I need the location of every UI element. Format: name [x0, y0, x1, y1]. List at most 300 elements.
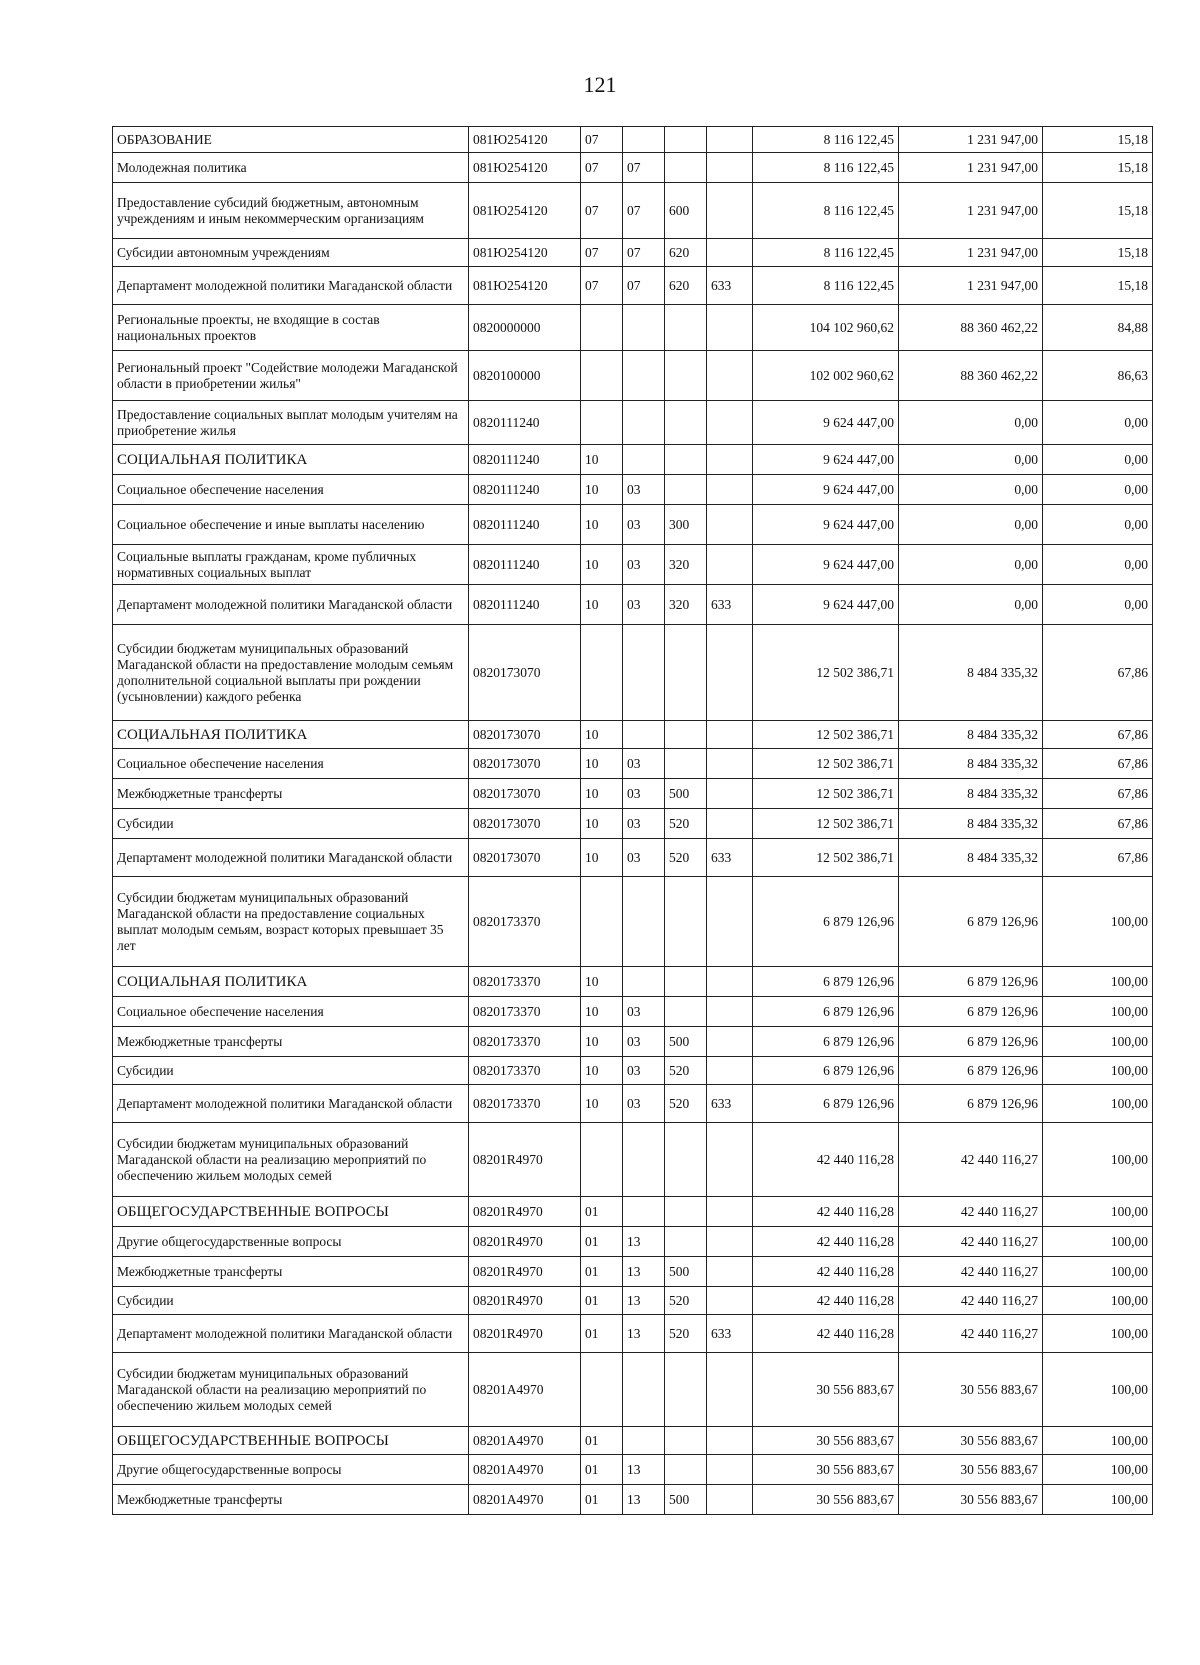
row-fact: 8 484 335,32: [899, 779, 1043, 809]
row-percent: 100,00: [1043, 1257, 1153, 1287]
row-expense-type: [665, 1455, 707, 1485]
page-number: 121: [583, 72, 617, 97]
row-name: Субсидии: [113, 1057, 469, 1085]
row-section: [581, 877, 623, 967]
table-row: [113, 1427, 1153, 1455]
row-administrator: 633: [707, 1315, 753, 1353]
row-percent: 67,86: [1043, 721, 1153, 749]
row-subsection: [623, 351, 665, 401]
row-expense-type: 600: [665, 183, 707, 239]
row-administrator: [707, 1123, 753, 1197]
row-code: 0820173370: [469, 1027, 581, 1057]
row-expense-type: [665, 1123, 707, 1197]
row-section: [581, 305, 623, 351]
row-percent: 15,18: [1043, 183, 1153, 239]
row-fact: 88 360 462,22: [899, 305, 1043, 351]
row-fact: 6 879 126,96: [899, 1057, 1043, 1085]
row-section: 01: [581, 1455, 623, 1485]
row-code: 08201R4970: [469, 1257, 581, 1287]
row-plan: 6 879 126,96: [753, 1027, 899, 1057]
row-administrator: [707, 1027, 753, 1057]
row-percent: 0,00: [1043, 401, 1153, 445]
row-percent: 0,00: [1043, 505, 1153, 545]
table-row: [113, 997, 1153, 1027]
row-name: Предоставление социальных выплат молодым учителям на приобретение жилья: [113, 401, 469, 445]
row-subsection: [623, 127, 665, 153]
row-subsection: 03: [623, 505, 665, 545]
row-code: 0820173070: [469, 779, 581, 809]
row-fact: 42 440 116,27: [899, 1287, 1043, 1315]
row-fact: 6 879 126,96: [899, 997, 1043, 1027]
row-name: Субсидии бюджетам муниципальных образований Магаданской области на реализацию мероприятий по обеспечению жильем молодых семей: [113, 1353, 469, 1427]
row-code: 08201A4970: [469, 1485, 581, 1515]
row-code: 0820173370: [469, 967, 581, 997]
row-plan: 42 440 116,28: [753, 1257, 899, 1287]
row-fact: 8 484 335,32: [899, 721, 1043, 749]
row-code: 081Ю254120: [469, 183, 581, 239]
row-section: 10: [581, 505, 623, 545]
row-code: 08201R4970: [469, 1287, 581, 1315]
row-fact: 42 440 116,27: [899, 1227, 1043, 1257]
row-plan: 102 002 960,62: [753, 351, 899, 401]
row-fact: 8 484 335,32: [899, 749, 1043, 779]
row-name: Субсидии автономным учреждениям: [113, 239, 469, 267]
table-row: [113, 1485, 1153, 1515]
row-percent: 100,00: [1043, 967, 1153, 997]
row-expense-type: 320: [665, 585, 707, 625]
row-administrator: [707, 721, 753, 749]
row-name: Межбюджетные трансферты: [113, 1027, 469, 1057]
row-code: 0820000000: [469, 305, 581, 351]
row-administrator: 633: [707, 267, 753, 305]
table-row: [113, 475, 1153, 505]
row-plan: 30 556 883,67: [753, 1455, 899, 1485]
row-percent: 0,00: [1043, 545, 1153, 585]
table-row: [113, 351, 1153, 401]
row-administrator: [707, 877, 753, 967]
row-subsection: [623, 1427, 665, 1455]
row-expense-type: [665, 1353, 707, 1427]
row-administrator: [707, 1057, 753, 1085]
row-name: Межбюджетные трансферты: [113, 1485, 469, 1515]
row-name: ОБЩЕГОСУДАРСТВЕННЫЕ ВОПРОСЫ: [113, 1427, 469, 1455]
row-name: Региональные проекты, не входящие в состав национальных проектов: [113, 305, 469, 351]
row-subsection: 03: [623, 997, 665, 1027]
row-percent: 0,00: [1043, 445, 1153, 475]
row-percent: 100,00: [1043, 1197, 1153, 1227]
row-fact: 0,00: [899, 545, 1043, 585]
row-name: Субсидии бюджетам муниципальных образований Магаданской области на предоставление социальных выплат молодым семьям, возраст которых превышает 35 лет: [113, 877, 469, 967]
table-row: [113, 809, 1153, 839]
row-percent: 67,86: [1043, 839, 1153, 877]
row-code: 0820173070: [469, 749, 581, 779]
row-section: 10: [581, 1085, 623, 1123]
table-row: [113, 153, 1153, 183]
row-plan: 6 879 126,96: [753, 997, 899, 1027]
row-administrator: [707, 1287, 753, 1315]
row-expense-type: [665, 625, 707, 721]
row-administrator: [707, 475, 753, 505]
row-section: 10: [581, 475, 623, 505]
row-section: 10: [581, 721, 623, 749]
row-plan: 12 502 386,71: [753, 779, 899, 809]
row-plan: 9 624 447,00: [753, 445, 899, 475]
row-subsection: [623, 305, 665, 351]
row-name: Субсидии бюджетам муниципальных образований Магаданской области на реализацию мероприятий по обеспечению жильем молодых семей: [113, 1123, 469, 1197]
row-name: Департамент молодежной политики Магаданской области: [113, 585, 469, 625]
row-administrator: [707, 153, 753, 183]
row-percent: 67,86: [1043, 779, 1153, 809]
row-plan: 6 879 126,96: [753, 967, 899, 997]
row-subsection: 03: [623, 839, 665, 877]
row-section: 01: [581, 1485, 623, 1515]
row-code: 081Ю254120: [469, 267, 581, 305]
row-section: 07: [581, 153, 623, 183]
row-fact: 0,00: [899, 475, 1043, 505]
table-row: [113, 1257, 1153, 1287]
row-percent: 67,86: [1043, 809, 1153, 839]
row-section: 10: [581, 445, 623, 475]
row-fact: 30 556 883,67: [899, 1485, 1043, 1515]
table-row: [113, 877, 1153, 967]
row-expense-type: 500: [665, 1257, 707, 1287]
row-plan: 12 502 386,71: [753, 625, 899, 721]
row-fact: 6 879 126,96: [899, 1085, 1043, 1123]
row-fact: 6 879 126,96: [899, 877, 1043, 967]
table-row: [113, 721, 1153, 749]
row-expense-type: [665, 445, 707, 475]
row-plan: 42 440 116,28: [753, 1123, 899, 1197]
row-name: Межбюджетные трансферты: [113, 779, 469, 809]
row-subsection: 03: [623, 1085, 665, 1123]
row-code: 0820100000: [469, 351, 581, 401]
row-administrator: 633: [707, 585, 753, 625]
row-expense-type: 520: [665, 1315, 707, 1353]
row-percent: 100,00: [1043, 1227, 1153, 1257]
row-code: 0820111240: [469, 475, 581, 505]
row-percent: 100,00: [1043, 1455, 1153, 1485]
row-code: 0820173070: [469, 625, 581, 721]
row-name: Межбюджетные трансферты: [113, 1257, 469, 1287]
row-section: 10: [581, 1057, 623, 1085]
row-fact: 6 879 126,96: [899, 967, 1043, 997]
row-percent: 15,18: [1043, 239, 1153, 267]
row-administrator: [707, 1485, 753, 1515]
row-subsection: 13: [623, 1257, 665, 1287]
row-plan: 9 624 447,00: [753, 505, 899, 545]
row-subsection: [623, 877, 665, 967]
row-subsection: 13: [623, 1485, 665, 1515]
row-plan: 30 556 883,67: [753, 1427, 899, 1455]
row-plan: 9 624 447,00: [753, 475, 899, 505]
row-plan: 6 879 126,96: [753, 877, 899, 967]
row-code: 08201R4970: [469, 1315, 581, 1353]
row-plan: 12 502 386,71: [753, 839, 899, 877]
row-percent: 15,18: [1043, 153, 1153, 183]
row-code: 08201R4970: [469, 1197, 581, 1227]
row-expense-type: 520: [665, 839, 707, 877]
row-plan: 30 556 883,67: [753, 1485, 899, 1515]
row-name: Социальное обеспечение населения: [113, 749, 469, 779]
row-percent: 0,00: [1043, 585, 1153, 625]
row-expense-type: [665, 153, 707, 183]
row-plan: 8 116 122,45: [753, 127, 899, 153]
row-expense-type: [665, 1427, 707, 1455]
row-section: [581, 401, 623, 445]
row-fact: 1 231 947,00: [899, 127, 1043, 153]
row-expense-type: [665, 967, 707, 997]
row-percent: 100,00: [1043, 1353, 1153, 1427]
row-percent: 86,63: [1043, 351, 1153, 401]
row-subsection: 07: [623, 239, 665, 267]
row-name: СОЦИАЛЬНАЯ ПОЛИТИКА: [113, 445, 469, 475]
row-code: 0820173070: [469, 809, 581, 839]
row-code: 0820173370: [469, 997, 581, 1027]
row-expense-type: [665, 1227, 707, 1257]
row-plan: 9 624 447,00: [753, 401, 899, 445]
row-name: Другие общегосударственные вопросы: [113, 1227, 469, 1257]
row-plan: 42 440 116,28: [753, 1287, 899, 1315]
row-section: 07: [581, 127, 623, 153]
row-subsection: 03: [623, 1057, 665, 1085]
row-code: 081Ю254120: [469, 153, 581, 183]
row-administrator: [707, 1197, 753, 1227]
row-subsection: 03: [623, 585, 665, 625]
row-code: 08201A4970: [469, 1353, 581, 1427]
row-expense-type: 620: [665, 239, 707, 267]
table-row: [113, 183, 1153, 239]
row-section: [581, 351, 623, 401]
row-code: 0820173070: [469, 721, 581, 749]
row-administrator: [707, 1455, 753, 1485]
row-subsection: [623, 1353, 665, 1427]
row-administrator: [707, 505, 753, 545]
row-percent: 84,88: [1043, 305, 1153, 351]
row-administrator: [707, 305, 753, 351]
row-plan: 9 624 447,00: [753, 585, 899, 625]
row-name: Социальное обеспечение и иные выплаты населению: [113, 505, 469, 545]
row-fact: 0,00: [899, 445, 1043, 475]
row-name: Молодежная политика: [113, 153, 469, 183]
row-administrator: 633: [707, 839, 753, 877]
row-percent: 67,86: [1043, 625, 1153, 721]
row-name: ОБРАЗОВАНИЕ: [113, 127, 469, 153]
row-administrator: 633: [707, 1085, 753, 1123]
row-fact: 88 360 462,22: [899, 351, 1043, 401]
row-expense-type: 520: [665, 1057, 707, 1085]
row-subsection: 03: [623, 809, 665, 839]
row-code: 0820111240: [469, 545, 581, 585]
row-expense-type: [665, 997, 707, 1027]
row-administrator: [707, 545, 753, 585]
row-plan: 8 116 122,45: [753, 153, 899, 183]
table-row: [113, 585, 1153, 625]
row-expense-type: 500: [665, 779, 707, 809]
row-subsection: 13: [623, 1227, 665, 1257]
row-plan: 6 879 126,96: [753, 1085, 899, 1123]
row-section: 07: [581, 183, 623, 239]
row-section: 10: [581, 1027, 623, 1057]
table-row: [113, 239, 1153, 267]
row-percent: 100,00: [1043, 1123, 1153, 1197]
row-name: Социальное обеспечение населения: [113, 997, 469, 1027]
row-administrator: [707, 967, 753, 997]
row-expense-type: 320: [665, 545, 707, 585]
row-percent: 15,18: [1043, 267, 1153, 305]
row-section: 01: [581, 1257, 623, 1287]
row-section: 10: [581, 545, 623, 585]
row-fact: 8 484 335,32: [899, 839, 1043, 877]
row-fact: 0,00: [899, 505, 1043, 545]
row-expense-type: 520: [665, 1085, 707, 1123]
table-row: [113, 445, 1153, 475]
row-subsection: 07: [623, 183, 665, 239]
table-row: [113, 1027, 1153, 1057]
row-expense-type: 300: [665, 505, 707, 545]
row-plan: 8 116 122,45: [753, 239, 899, 267]
row-administrator: [707, 1427, 753, 1455]
row-subsection: [623, 625, 665, 721]
row-code: 0820173370: [469, 1057, 581, 1085]
row-code: 0820173070: [469, 839, 581, 877]
row-expense-type: [665, 749, 707, 779]
row-expense-type: 620: [665, 267, 707, 305]
row-plan: 8 116 122,45: [753, 267, 899, 305]
row-name: Департамент молодежной политики Магаданской области: [113, 1085, 469, 1123]
row-name: Департамент молодежной политики Магаданской области: [113, 1315, 469, 1353]
row-percent: 15,18: [1043, 127, 1153, 153]
table-row: [113, 1315, 1153, 1353]
row-name: Департамент молодежной политики Магаданской области: [113, 267, 469, 305]
row-section: 01: [581, 1287, 623, 1315]
row-fact: 8 484 335,32: [899, 625, 1043, 721]
row-fact: 30 556 883,67: [899, 1455, 1043, 1485]
row-name: Субсидии: [113, 1287, 469, 1315]
row-expense-type: [665, 721, 707, 749]
row-plan: 42 440 116,28: [753, 1315, 899, 1353]
row-subsection: [623, 1123, 665, 1197]
row-plan: 42 440 116,28: [753, 1227, 899, 1257]
row-fact: 0,00: [899, 401, 1043, 445]
row-administrator: [707, 1227, 753, 1257]
row-plan: 12 502 386,71: [753, 721, 899, 749]
table-row: [113, 127, 1153, 153]
row-percent: 0,00: [1043, 475, 1153, 505]
table-row: [113, 1227, 1153, 1257]
row-code: 0820111240: [469, 445, 581, 475]
row-section: 01: [581, 1227, 623, 1257]
row-expense-type: 500: [665, 1485, 707, 1515]
row-administrator: [707, 401, 753, 445]
row-expense-type: [665, 127, 707, 153]
row-subsection: [623, 401, 665, 445]
row-subsection: 13: [623, 1455, 665, 1485]
row-expense-type: 520: [665, 809, 707, 839]
table-row: [113, 749, 1153, 779]
row-expense-type: [665, 351, 707, 401]
row-percent: 100,00: [1043, 1027, 1153, 1057]
row-expense-type: [665, 305, 707, 351]
row-fact: 0,00: [899, 585, 1043, 625]
row-fact: 1 231 947,00: [899, 183, 1043, 239]
row-percent: 100,00: [1043, 1485, 1153, 1515]
row-section: 10: [581, 839, 623, 877]
row-fact: 1 231 947,00: [899, 153, 1043, 183]
row-section: 10: [581, 779, 623, 809]
row-subsection: [623, 721, 665, 749]
table-row: [113, 1123, 1153, 1197]
row-section: 10: [581, 997, 623, 1027]
row-name: Департамент молодежной политики Магаданской области: [113, 839, 469, 877]
table-body: [113, 127, 1153, 1515]
row-name: СОЦИАЛЬНАЯ ПОЛИТИКА: [113, 721, 469, 749]
table-row: [113, 401, 1153, 445]
row-fact: 42 440 116,27: [899, 1315, 1043, 1353]
row-code: 0820173370: [469, 1085, 581, 1123]
row-expense-type: [665, 401, 707, 445]
row-fact: 42 440 116,27: [899, 1257, 1043, 1287]
row-plan: 12 502 386,71: [753, 809, 899, 839]
row-subsection: 03: [623, 475, 665, 505]
row-plan: 12 502 386,71: [753, 749, 899, 779]
row-code: 081Ю254120: [469, 239, 581, 267]
row-expense-type: 500: [665, 1027, 707, 1057]
row-expense-type: [665, 1197, 707, 1227]
row-percent: 67,86: [1043, 749, 1153, 779]
row-administrator: [707, 239, 753, 267]
budget-table: [112, 126, 1153, 1515]
row-section: 01: [581, 1315, 623, 1353]
row-subsection: 07: [623, 153, 665, 183]
row-code: 08201R4970: [469, 1227, 581, 1257]
row-name: Субсидии бюджетам муниципальных образований Магаданской области на предоставление молодым семьям дополнительной социальной выплаты при рождении (усыновлении) каждого ребенка: [113, 625, 469, 721]
row-administrator: [707, 779, 753, 809]
table-row: [113, 305, 1153, 351]
table-row: [113, 1197, 1153, 1227]
row-subsection: [623, 445, 665, 475]
row-administrator: [707, 1257, 753, 1287]
row-administrator: [707, 127, 753, 153]
row-percent: 100,00: [1043, 1287, 1153, 1315]
table-row: [113, 505, 1153, 545]
row-fact: 1 231 947,00: [899, 239, 1043, 267]
row-fact: 6 879 126,96: [899, 1027, 1043, 1057]
row-name: Субсидии: [113, 809, 469, 839]
row-section: 07: [581, 239, 623, 267]
row-fact: 30 556 883,67: [899, 1353, 1043, 1427]
row-code: 081Ю254120: [469, 127, 581, 153]
row-percent: 100,00: [1043, 877, 1153, 967]
row-plan: 8 116 122,45: [753, 183, 899, 239]
row-administrator: [707, 183, 753, 239]
row-name: Другие общегосударственные вопросы: [113, 1455, 469, 1485]
row-plan: 30 556 883,67: [753, 1353, 899, 1427]
row-subsection: 03: [623, 545, 665, 585]
row-code: 0820111240: [469, 585, 581, 625]
table-row: [113, 1287, 1153, 1315]
row-section: 10: [581, 967, 623, 997]
row-subsection: 03: [623, 779, 665, 809]
row-fact: 30 556 883,67: [899, 1427, 1043, 1455]
row-administrator: [707, 749, 753, 779]
row-percent: 100,00: [1043, 1315, 1153, 1353]
row-section: [581, 1353, 623, 1427]
row-subsection: [623, 1197, 665, 1227]
row-name: Предоставление субсидий бюджетным, автономным учреждениям и иным некоммерческим организациям: [113, 183, 469, 239]
table-row: [113, 1085, 1153, 1123]
row-administrator: [707, 351, 753, 401]
row-fact: 8 484 335,32: [899, 809, 1043, 839]
